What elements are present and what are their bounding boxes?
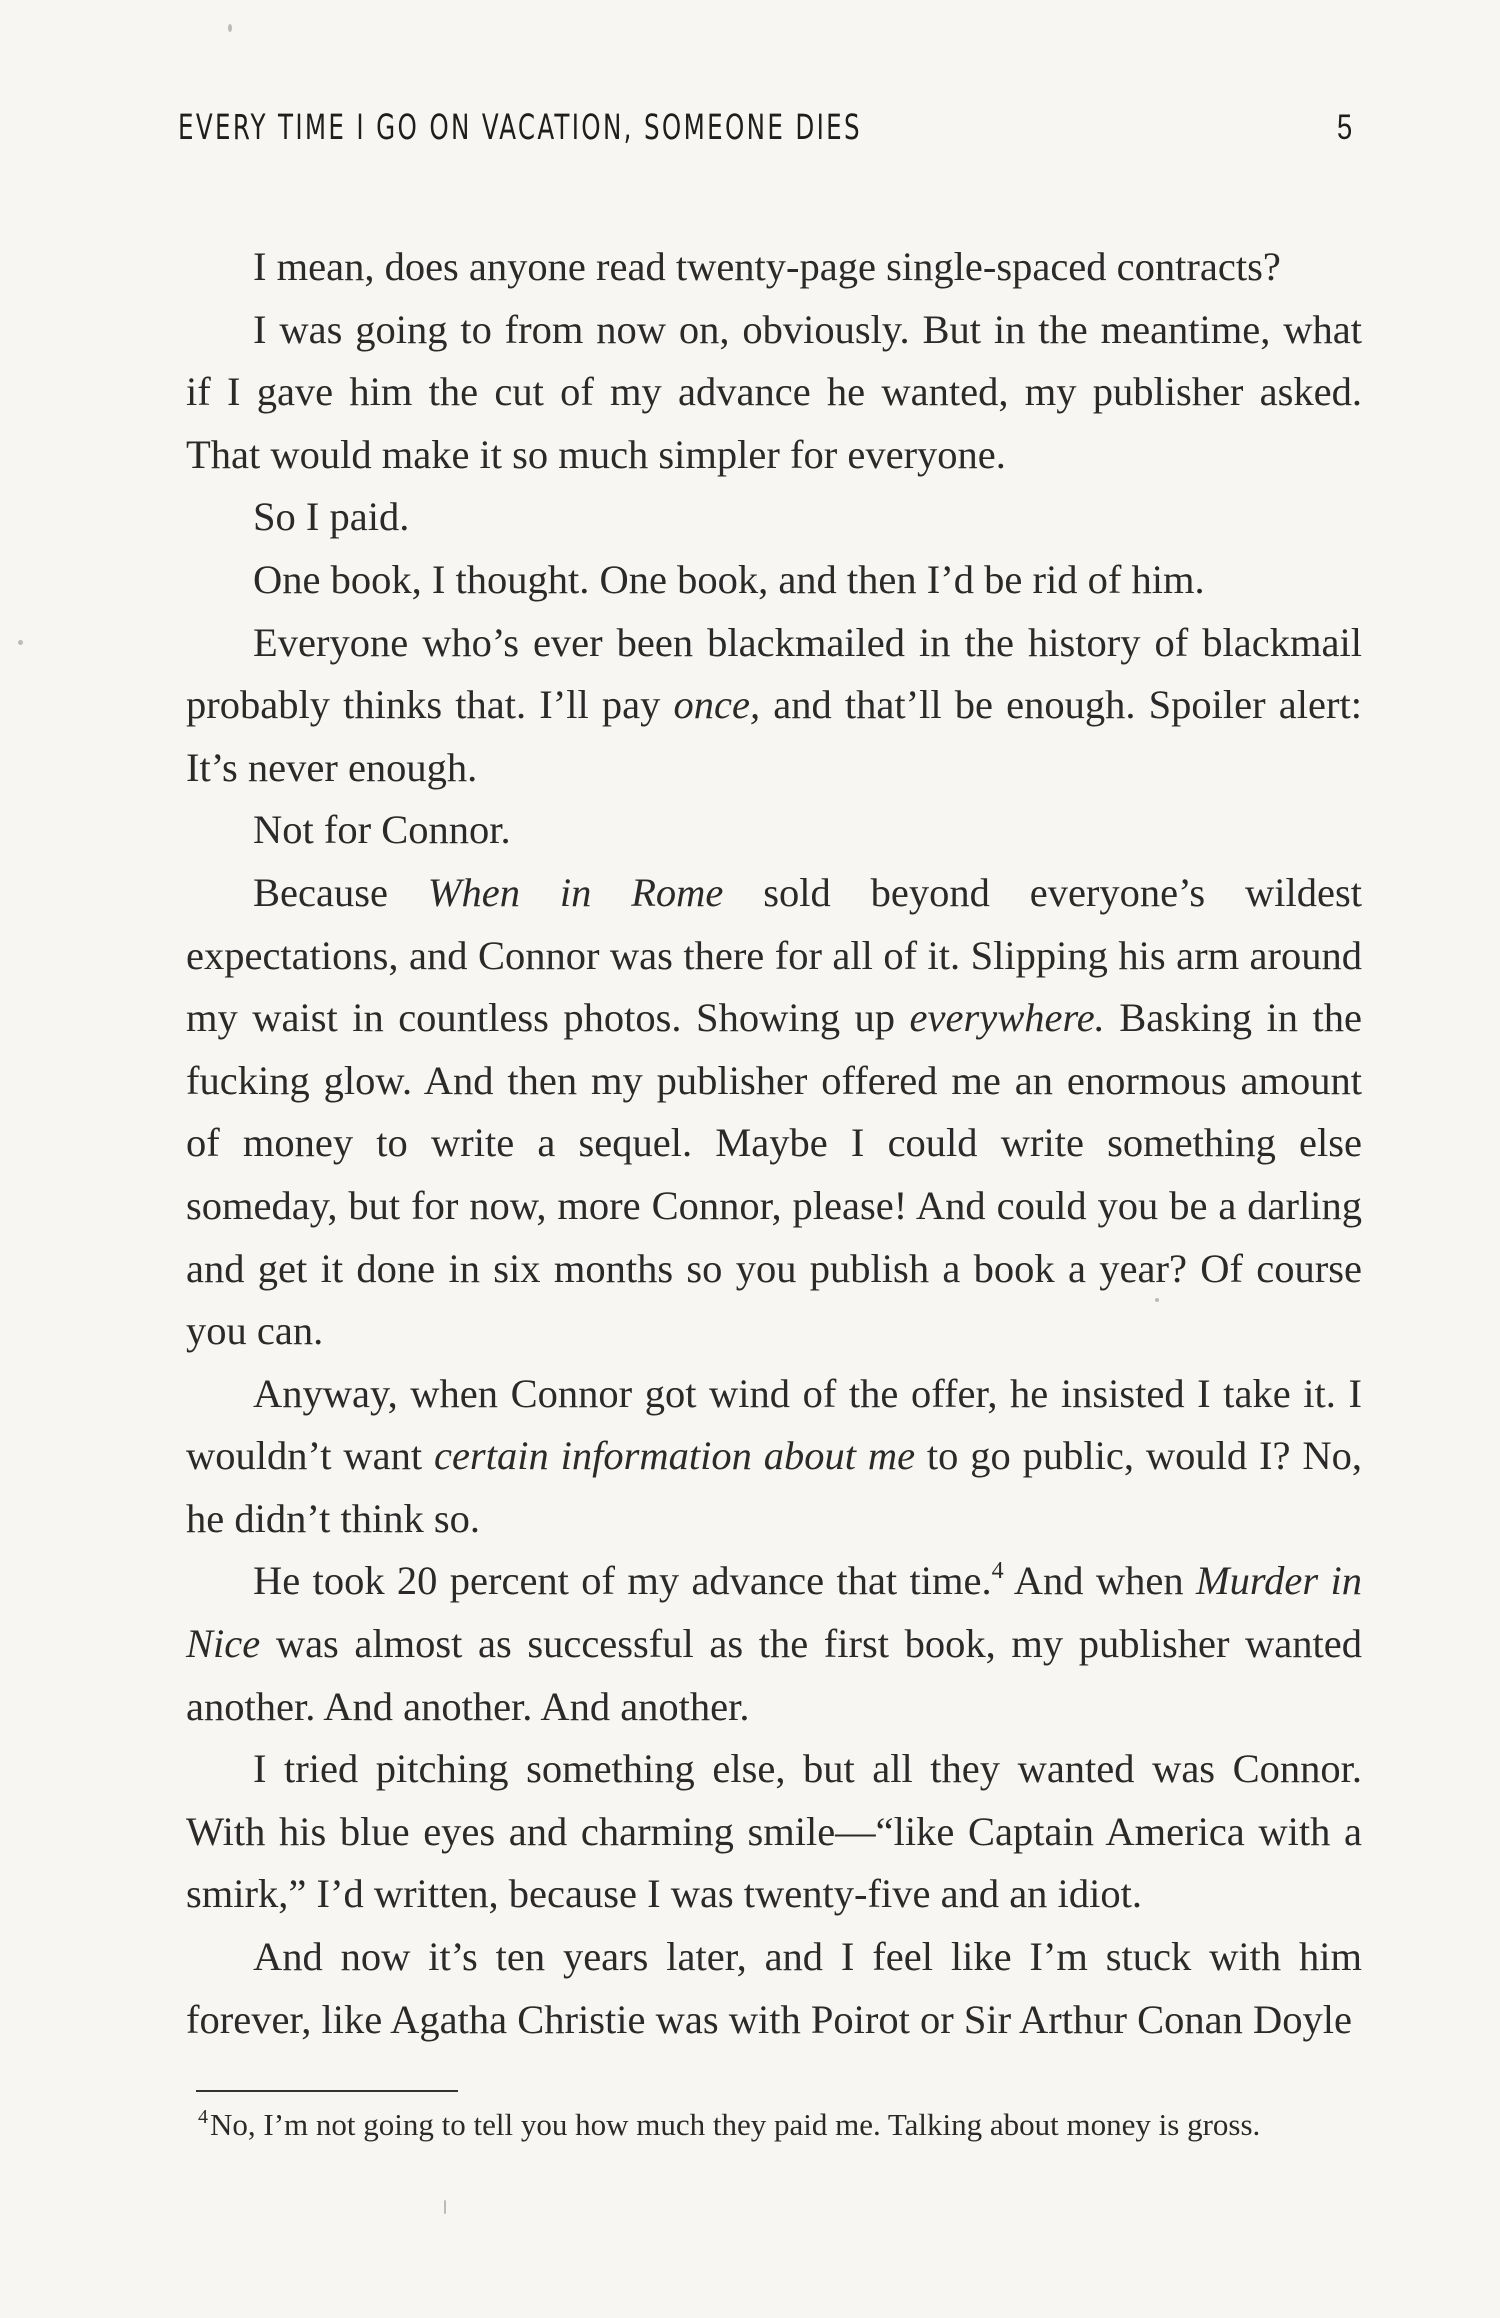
paragraph: One book, I thought. One book, and then I’d be rid of him. [253,556,1205,602]
paper-speck [1155,1298,1159,1302]
text-run: He took 20 percent of my advance that time. [253,1558,992,1604]
body-text [186,236,1362,2051]
paragraph [186,1363,1362,1551]
running-title: EVERY TIME I GO ON VACATION, SOMEONE DIES [178,108,862,148]
paper-speck [228,24,232,32]
paragraph: I mean, does anyone read twenty-page single-spaced contracts? [253,244,1281,289]
footnote-reference: 4 [991,1558,1004,1585]
footnote-divider [196,2090,458,2092]
text-run: Everyone who’s ever been blackmailed in the history of blackmail probably thinks that. I’ll pay [186,619,1362,728]
paper-speck [444,2200,446,2214]
paragraph [186,1550,1362,1738]
text-run: and that’ll be enough. Spoiler alert: It’s never enough. [186,682,1362,790]
footnote [198,2102,1364,2148]
paragraph [186,862,1362,1363]
italic-run: everywhere. [909,995,1105,1041]
text-run: to go public, would I? No, he didn’t think so. [186,1433,1362,1541]
text-run: sold beyond everyone’s wildest expectations, and Connor was there for all of it. Slipping his arm around my waist in countless photos. Showing up [186,869,1362,1041]
italic-run: certain information about me [433,1433,916,1479]
paragraph: I tried pitching something else, but all they wanted was Connor. With his blue eyes and charming smile—“like Captain America with a smirk,” I’d written, because I was twenty-five and an idiot. [186,1746,1362,1917]
paragraph: And now it’s ten years later, and I feel like I’m stuck with him forever, like Agatha Christie was with Poirot or Sir Arthur Conan Doyle [186,1934,1362,2042]
text-run: Anyway, when Connor got wind of the offer, he insisted I take it. I wouldn’t want [186,1370,1362,1479]
text-run: was almost as successful as the first book, my publisher wanted another. And another. And another. [186,1621,1362,1729]
footnote-text: No, I’m not going to tell you how much they paid me. Talking about money is gross. [210,2107,1261,2142]
text-run: Because [253,869,428,915]
book-title-when-in-rome: When in Rome [427,869,724,915]
paragraph: Not for Connor. [253,807,511,853]
paragraph [186,612,1362,800]
paragraph: I was going to from now on, obviously. But in the meantime, what if I gave him the cut of my advance he wanted, my publisher asked. That would make it so much simpler for everyone. [186,306,1362,477]
paragraph: So I paid. [253,494,410,540]
italic-run: once, [673,682,761,728]
page-number: 5 [1337,108,1353,147]
paper-speck [18,640,23,645]
footnote-marker: 4 [198,2106,208,2128]
text-run: And when [1003,1558,1196,1604]
book-title-murder-in-nice: Murder in Nice [186,1558,1363,1667]
text-run: Basking in the fucking glow. And then my publisher offered me an enormous amount of money to write a sequel. Maybe I could write something else someday, but for now, more Connor, please! And could you be a darling and get it done in six months so you publish a book a year? Of course you can. [186,995,1363,1354]
